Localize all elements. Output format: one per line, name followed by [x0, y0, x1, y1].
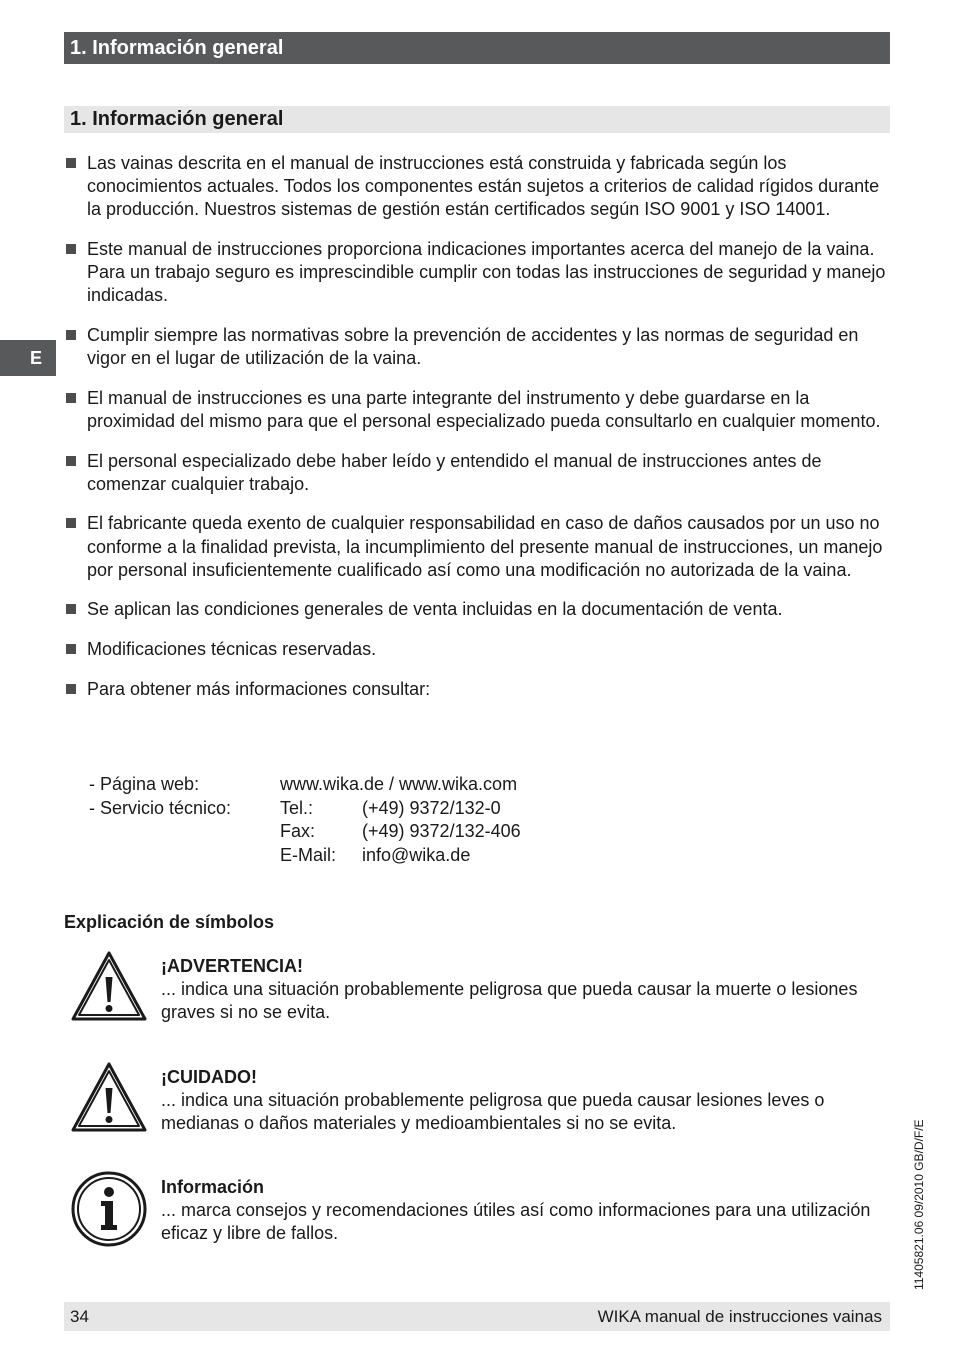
service-label: - Servicio técnico: — [89, 797, 232, 818]
list-item-text: Este manual de instrucciones proporciona indicaciones importantes acerca del manejo de la vaina. Para un trabajo seguro es imprescindible cumplir con todas las instrucciones de seguridad y manejo indicadas. — [87, 239, 886, 306]
symbol-heading: Información — [161, 1177, 265, 1197]
web-value[interactable]: www.wika.de / www.wika.com — [280, 774, 518, 794]
symbols-title: Explicación de símbolos — [64, 912, 275, 932]
fax-label: Fax: — [280, 821, 316, 841]
list-item — [64, 450, 890, 496]
bullet-square-icon — [66, 518, 76, 528]
list-item-text: El personal especializado debe haber leído y entendido el manual de instrucciones antes de comenzar cualquier trabajo. — [87, 450, 822, 494]
symbol-heading: ¡ADVERTENCIA! — [161, 956, 303, 976]
list-item-text: El fabricante queda exento de cualquier responsabilidad en caso de daños causados por un uso no conforme a la finalidad prevista, la incumplimiento del presente manual de instrucciones, un manejo por personal insuficientemente cualificado así como una modificación no autorizada de la vaina. — [87, 513, 883, 580]
bullet-square-icon — [66, 393, 76, 403]
symbol-heading: ¡CUIDADO! — [161, 1067, 257, 1087]
list-item-text: Para obtener más informaciones consultar: — [87, 678, 431, 699]
bullet-square-icon — [66, 330, 76, 340]
symbol-description: ... indica una situación probablemente peligrosa que pueda causar la muerte o lesiones graves si no se evita. — [161, 979, 858, 1023]
bullet-square-icon — [66, 158, 76, 168]
web-label: - Página web: — [89, 774, 200, 794]
bullet-square-icon — [66, 684, 76, 694]
tel-label: Tel.: — [280, 797, 314, 818]
tel-value: (+49) 9372/132-0 — [362, 797, 501, 818]
section-heading: 1. Información general — [64, 106, 890, 133]
bullet-square-icon — [66, 644, 76, 654]
footer-title: WIKA manual de instrucciones vainas — [597, 1307, 882, 1326]
warning-triangle-icon — [68, 947, 150, 1029]
list-item-text: Se aplican las condiciones generales de venta incluidas en la documentación de venta. — [87, 599, 783, 620]
bullet-square-icon — [66, 456, 76, 466]
page-number: 34 — [70, 1307, 89, 1326]
list-item — [64, 638, 890, 661]
symbol-description: ... marca consejos y recomendaciones útiles así como informaciones para una utilización eficaz y libre de fallos. — [161, 1200, 871, 1244]
page-header: 1. Información general — [64, 32, 890, 64]
symbol-description: ... indica una situación probablemente peligrosa que pueda causar lesiones leves o medianas o daños materiales y medioambientales si no se evita. — [161, 1090, 825, 1134]
language-tab: E — [0, 340, 56, 376]
bullet-square-icon — [66, 244, 76, 254]
email-label: E-Mail: — [280, 844, 337, 865]
warning-triangle-icon — [68, 1058, 150, 1140]
list-item — [64, 387, 890, 433]
list-item — [64, 324, 890, 370]
document-code: 11405821.06 09/2010 GB/D/F/E — [912, 1119, 926, 1290]
list-item-text: Modificaciones técnicas reservadas. — [87, 638, 377, 659]
list-item-text: El manual de instrucciones es una parte integrante del instrumento y debe guardarse en la proximidad del mismo para que el personal especializado pueda consultarlo en cualquier momento. — [87, 387, 881, 431]
bullet-square-icon — [66, 604, 76, 614]
page-footer — [64, 1302, 890, 1331]
fax-value: (+49) 9372/132-406 — [362, 821, 521, 841]
list-item — [64, 152, 890, 222]
list-item-text: Cumplir siempre las normativas sobre la prevención de accidentes y las normas de seguridad en vigor en el lugar de utilización de la vaina. — [87, 325, 859, 369]
list-item — [64, 678, 890, 701]
list-item — [64, 512, 890, 582]
bullet-list — [64, 152, 890, 717]
list-item-text: Las vainas descrita en el manual de instrucciones está construida y fabricada según los conocimientos actuales. Todos los componentes están sujetos a criterios de calidad rígidos durante la producción. Nuestros sistemas de gestión están certificados según ISO 9001 y ISO 14001. — [87, 153, 880, 220]
email-value[interactable]: info@wika.de — [362, 844, 471, 865]
list-item — [64, 598, 890, 621]
information-icon — [68, 1168, 150, 1250]
list-item — [64, 238, 890, 308]
